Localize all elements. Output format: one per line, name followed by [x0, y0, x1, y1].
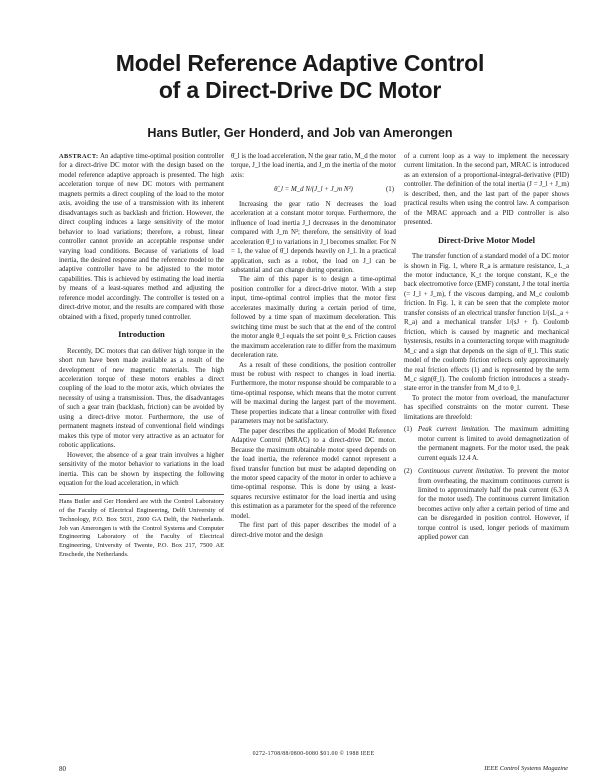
column-2-paragraph-3: As a result of these conditions, the position controller must be robust with respect to changes in load inertia. Furthermore, the motor response should be comparable to a time-optimal response, which means that the motor current will be maximal during the largest part of the movement. These properties indicate that a linear controller with fixed parameters may not be satisfactory. [231, 361, 396, 426]
list-item-title: Peak current limitation. [418, 426, 490, 434]
abstract-text: An adaptive time-optimal position controller for a direct-drive DC motor with the design based on the model reference adaptive approach is presented. The high acceleration torque of new DC motors with permanent magnets permits a direct coupling of the load to the motor axis, avoiding the use of a transmission with its inherent disadvantages such as backlash and friction. However, the direct coupling induces a large sensitivity of the motor behavior to load variations; therefore, a robust, linear controller cannot provide an acceptable response under varying load conditions. Because of variations of load inertia, the desired response and the reference model to the adaptive controller have to be adjusted to the motor capabilities. This is achieved by estimating the load inertia by means of a least-squares method and adjusting the reference model accordingly. The controller is tested on a direct-drive motor, and the results are compared with those obtained with a fixed, properly tuned controller. [59, 153, 224, 321]
column-2-paragraph-2: The aim of this paper is to design a time-optimal position controller for a direct-drive motor. With a step input, time-optimal control implies that the motor first accelerates maximally during a certain period of time, followed by a time span of maximum deceleration. This switching time must be such that at the end of the control the motor angle θ_l equals the set point θ_s. Friction causes the maximum acceleration rate to differ from the maximum deceleration rate. [231, 276, 396, 360]
equation-1-body: θ̈_l = M_d N/(J_l + J_m N²) [274, 186, 353, 194]
author-footnote [59, 494, 224, 559]
list-item [404, 425, 569, 463]
page-number: 80 [59, 765, 66, 773]
motor-model-paragraph-1: The transfer function of a standard model of a DC motor is shown in Fig. 1, where R_a is armature resistance, L_a the motor inductance, K_t the torque constant, K_e the back electromotive force (EMF) constant, J the total inertia (= J_l + J_m), f the viscous damping, and M_c coulomb friction. In Fig. 1, it can be seen that the complete motor transfer consists of an electrical transfer function 1/(sL_a + R_a) and a mechanical transfer 1/(sJ + f). Coulomb friction, which is caused by magnetic and mechanical hysteresis, results in a counteracting torque with magnitude M_c and a sign that depends on the sign of θ̇_l. This static model of the coulomb friction reflects only approximately the real friction effects (1) and is represented by the term M_c sign(θ̇_l). The coulomb friction introduces a steady-state error in the transfer from M_d to θ_l. [404, 253, 569, 393]
introduction-paragraph-1: Recently, DC motors that can deliver high torque in the short run have been made available as a result of the development of new magnetic materials. The high acceleration torque of these motors enables a direct coupling of the load to the motor axis, which obviates the necessity of using a transmission. Thus, the disadvantages of such a gear train (backlash, friction) can be avoided by using a direct-drive motor. Furthermore, the use of permanent magnets instead of conventional field windings makes this type of motor very attractive as an actuator for robotic applications. [59, 347, 224, 450]
motor-model-heading: Direct-Drive Motor Model [437, 234, 536, 245]
introduction-heading: Introduction [118, 329, 165, 340]
equation-1 [231, 185, 396, 194]
column-2 [231, 152, 396, 768]
motor-model-paragraph-2: To protect the motor from overload, the manufacturer has specified constraints on the motor current. These limitations are threefold: [404, 394, 569, 421]
abstract [59, 152, 224, 322]
abstract-label: ABSTRACT: [59, 153, 99, 160]
column-2-intro: θ̈_l is the load acceleration, N the gear ratio, M_d the motor torque, J_l the load inertia, and J_m the inertia of the motor axis: [231, 153, 396, 179]
column-2-paragraph-4: The paper describes the application of Model Reference Adaptive Control (MRAC) to a direct-drive DC motor. Because the maximum obtainable motor speed depends on the load inertia, the reference model cannot represent a fixed transfer function but must be adapted depending on the motor speed capacity of the motor in order to achieve a time-optimal response. This is done by using a least-squares recursive estimator for the load inertia and using this estimation as a parameter for the speed of the reference model. [231, 427, 396, 520]
footnote-text: Hans Butler and Ger Honderd are with the Control Laboratory of the Faculty of Electrical Engineering, Delft University of Technology, P.O. Box 5031, 2600 GA Delft, the Netherlands. Job van Amerongen is with the Control Systems and Computer Engineering Laboratory of the Faculty of Electrical Engineering, University of Twente, P.O. Box 217, 7500 AE Enschede, the Netherlands. [59, 498, 224, 558]
column-3-continuation: of a current loop as a way to implement the necessary current limitation. In the second part, MRAC is introduced as an extension of a proportional-integral-derivative (PID) controller. The definition of the total inertia (J = J_l + J_m) is described, then, and the last part of the paper shows practical results when using the control law. A comparison of the MRAC approach and a PID controller is also presented. [404, 153, 569, 227]
paper-title [0, 50, 600, 104]
column-2-paragraph-1: Increasing the gear ratio N decreases the load acceleration at a constant motor torque. Furthermore, the influence of load inertia J_l decreases in the denominator compared with J_m N²; therefore, the sensitivity of load acceleration θ̈_l to variations in J_l becomes smaller. For N = 1, the value of θ̈_l depends heavily on J_l. In a practical application, such as a robot, the load on J_l can be substantial and can change during operation. [231, 200, 396, 274]
paper-authors: Hans Butler, Ger Honderd, and Job van Amerongen [147, 126, 453, 140]
title-line-2: of a Direct-Drive DC Motor [158, 77, 442, 103]
current-limitations-list [404, 425, 569, 542]
journal-name: IEEE Control Systems Magazine [484, 765, 568, 772]
list-item-label: (1) [404, 426, 413, 434]
title-line-1: Model Reference Adaptive Control [115, 50, 485, 76]
equation-1-number: (1) [385, 186, 394, 194]
list-item-text: To prevent the motor from overheating, the maximum continuous current is limited to approximately half the peak current (6.3 A for the motor used). The continuous current limitation becomes active only after a certain period of time and can be disregarded in position control. However, if torque control is used, longer periods of maximum applied power can [418, 468, 569, 542]
column-3 [404, 152, 569, 768]
list-item-text: The maximum admitting motor current is limited to avoid demagnetization of the permanent magnets. For the motor used, the peak current equals 12.4 A. [418, 426, 569, 462]
list-item-label: (2) [404, 468, 413, 476]
column-1 [59, 152, 224, 768]
introduction-paragraph-2: However, the absence of a gear train involves a higher sensitivity of the motor behavior to variations in the load inertia. This can be shown by inspecting the following equation for the load acceleration, in which [59, 451, 224, 487]
list-item [404, 467, 569, 543]
copyright-id-line: 0272-1708/88/0800-0080 $01.00 © 1988 IEEE [252, 751, 375, 757]
column-2-paragraph-5: The first part of this paper describes the model of a direct-drive motor and the design [231, 522, 396, 539]
list-item-title: Continuous current limitation. [418, 468, 505, 476]
